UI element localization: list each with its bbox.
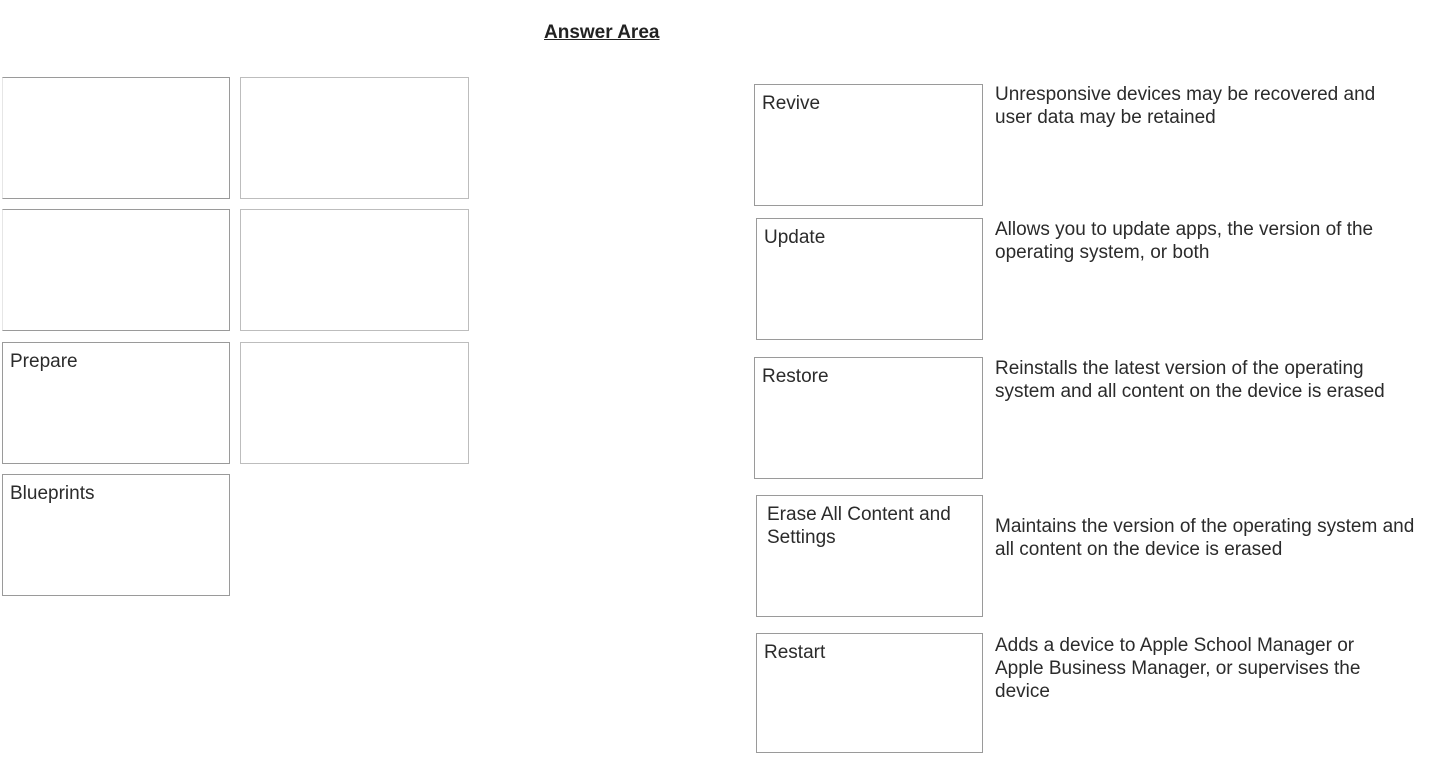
source-item-blueprints[interactable]: Blueprints bbox=[2, 474, 230, 596]
answer-slot-update[interactable]: Update bbox=[756, 218, 983, 340]
answer-slot-restart[interactable]: Restart bbox=[756, 633, 983, 753]
description-update: Allows you to update apps, the version of the operating system, or both bbox=[995, 219, 1374, 263]
answer-slot-revive[interactable]: Revive bbox=[754, 84, 983, 206]
answer-slot-erase-all[interactable]: Erase All Content and Settings bbox=[756, 495, 983, 617]
empty-drop-slot-3[interactable] bbox=[240, 342, 469, 464]
source-item-1[interactable] bbox=[2, 77, 230, 199]
answer-slot-restore[interactable]: Restore bbox=[754, 357, 983, 479]
source-item-2[interactable] bbox=[2, 209, 230, 331]
description-erase-all: Maintains the version of the operating system and all content on the device is erased bbox=[995, 516, 1415, 560]
description-restart: Adds a device to Apple School Manager or Apple Business Manager, or supervises the device bbox=[995, 635, 1361, 702]
description-restore: Reinstalls the latest version of the operating system and all content on the device is erased bbox=[995, 358, 1385, 402]
empty-drop-slot-2[interactable] bbox=[240, 209, 469, 331]
answer-area-title: Answer Area bbox=[544, 22, 660, 43]
empty-drop-slot-1[interactable] bbox=[240, 77, 469, 199]
description-revive: Unresponsive devices may be recovered and user data may be retained bbox=[995, 84, 1376, 128]
source-item-prepare[interactable]: Prepare bbox=[2, 342, 230, 464]
